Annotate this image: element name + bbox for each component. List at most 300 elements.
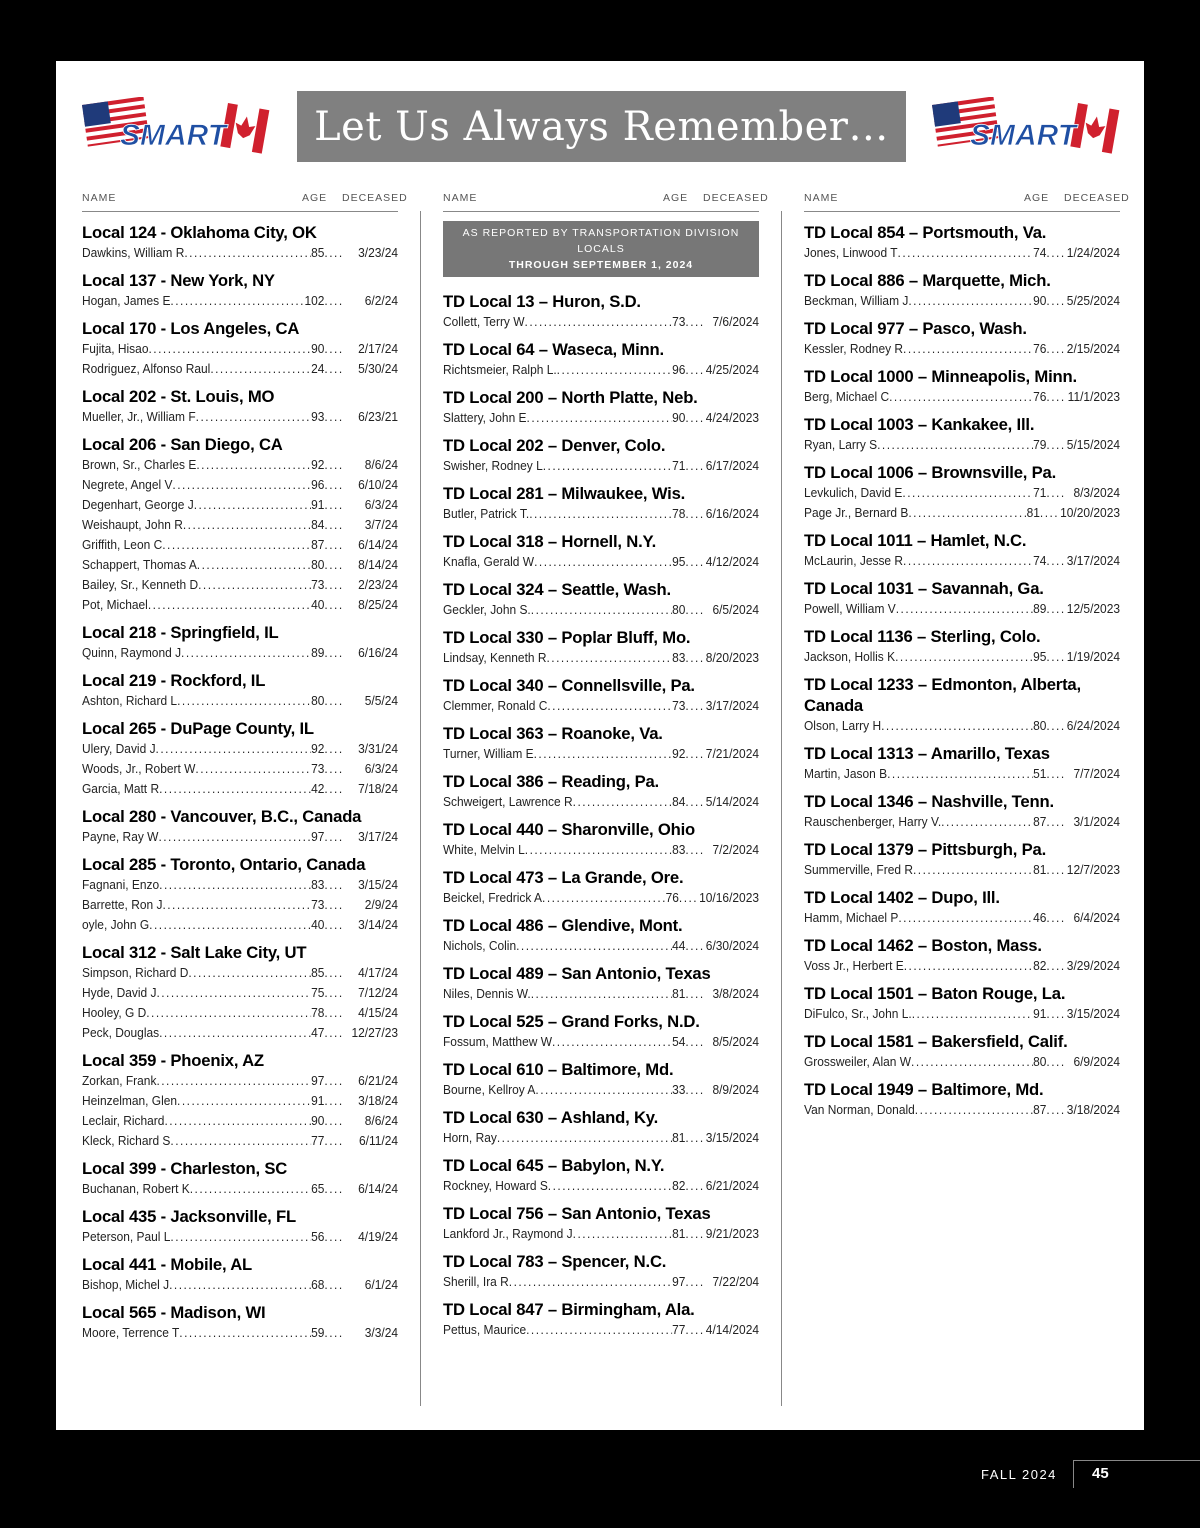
member-name: Martin, Jason B [804, 766, 888, 781]
local-heading: Local 218 - Springfield, IL [82, 623, 279, 642]
member-age: 91 [311, 497, 325, 512]
dot-leader [159, 779, 311, 799]
dot-leader [324, 495, 344, 515]
dot-leader [324, 291, 344, 311]
member-name: Dawkins, William R [82, 245, 185, 260]
dot-leader [881, 716, 1033, 736]
dot-leader [889, 387, 1033, 407]
dot-leader [156, 1071, 311, 1091]
member-deceased-date: 3/15/2024 [1066, 1006, 1121, 1021]
dot-leader [1046, 387, 1066, 407]
member-name: Ashton, Richard L [82, 693, 178, 708]
member-name: Bourne, Kellroy A [443, 1082, 536, 1097]
dot-leader [324, 827, 344, 847]
header-deceased: DECEASED [703, 192, 769, 204]
column-1 [82, 189, 408, 1343]
dot-leader [531, 984, 672, 1004]
dot-leader [1046, 599, 1066, 619]
member-name: Knafla, Gerald W [443, 554, 535, 569]
member-name: Beickel, Fredrick A [443, 890, 543, 905]
dot-leader [324, 643, 344, 663]
member-row [443, 648, 759, 668]
dot-leader [324, 759, 344, 779]
dot-leader [685, 312, 705, 332]
member-name: Lankford Jr., Raymond J [443, 1226, 573, 1241]
member-deceased-date: 3/17/24 [358, 829, 399, 844]
member-deceased-date: 6/21/24 [358, 1073, 399, 1088]
member-deceased-date: 3/3/24 [364, 1325, 399, 1340]
member-deceased-date: 12/5/2023 [1066, 601, 1121, 616]
member-name: Fossum, Matthew W [443, 1034, 552, 1049]
member-name: Payne, Ray W [82, 829, 159, 844]
member-row [443, 1272, 759, 1292]
member-deceased-date: 3/1/2024 [1073, 814, 1121, 829]
member-row [82, 243, 398, 263]
member-name: DiFulco, Sr., John L. [804, 1006, 912, 1021]
dot-leader [543, 456, 672, 476]
dot-leader [1046, 716, 1066, 736]
member-row [82, 1071, 398, 1091]
member-name: Ryan, Larry S [804, 437, 878, 452]
member-age: 82 [1033, 958, 1047, 973]
local-heading: TD Local 854 – Portsmouth, Va. [804, 223, 1047, 242]
member-row [804, 1004, 1120, 1024]
dot-leader [535, 1080, 672, 1100]
dot-leader [324, 1023, 344, 1043]
member-age: 87 [1033, 1102, 1047, 1117]
member-name: Hamm, Michael P [804, 910, 899, 925]
member-age: 65 [311, 1181, 325, 1196]
member-age: 44 [672, 938, 686, 953]
member-deceased-date: 7/7/2024 [1073, 766, 1121, 781]
dot-leader [324, 339, 344, 359]
member-deceased-date: 2/23/24 [358, 577, 399, 592]
member-row [804, 243, 1120, 263]
member-deceased-date: 6/3/24 [364, 497, 399, 512]
member-row [443, 888, 759, 908]
member-row [804, 647, 1120, 667]
dot-leader [685, 840, 705, 860]
member-row [82, 1179, 398, 1199]
member-row [82, 555, 398, 575]
member-row [804, 435, 1120, 455]
dot-leader [196, 407, 311, 427]
member-deceased-date: 4/14/2024 [705, 1322, 760, 1337]
member-row [443, 552, 759, 572]
header-age: AGE [302, 192, 328, 204]
member-row [804, 1052, 1120, 1072]
member-name: Hyde, David J [82, 985, 157, 1000]
member-row [804, 339, 1120, 359]
member-name: Garcia, Matt R [82, 781, 160, 796]
column-2 [443, 189, 769, 1340]
local-heading: Local 170 - Los Angeles, CA [82, 319, 300, 338]
member-row [804, 716, 1120, 736]
column-header [443, 189, 769, 212]
member-age: 76 [1033, 341, 1047, 356]
dot-leader [941, 812, 1033, 832]
entries-list [82, 212, 398, 1343]
member-name: Sherill, Ira R [443, 1274, 509, 1289]
member-deceased-date: 6/1/24 [364, 1277, 399, 1292]
member-row [804, 956, 1120, 976]
member-age: 102 [304, 293, 325, 308]
member-name: Barrette, Ron J [82, 897, 163, 912]
member-row [82, 595, 398, 615]
member-age: 76 [665, 890, 679, 905]
member-row [443, 792, 759, 812]
dot-leader [895, 647, 1033, 667]
member-row [82, 691, 398, 711]
member-row [82, 495, 398, 515]
dot-leader [685, 936, 705, 956]
dot-leader [509, 1272, 672, 1292]
dot-leader [516, 936, 672, 956]
member-row [82, 739, 398, 759]
dot-leader [685, 1224, 705, 1244]
dot-leader [324, 575, 344, 595]
member-age: 83 [672, 650, 686, 665]
dot-leader [525, 840, 672, 860]
member-age: 74 [1033, 245, 1047, 260]
member-row [804, 387, 1120, 407]
member-deceased-date: 6/16/2024 [705, 506, 760, 521]
member-age: 59 [311, 1325, 325, 1340]
member-deceased-date: 5/25/2024 [1066, 293, 1121, 308]
local-heading: TD Local 386 – Reading, Pa. [443, 772, 659, 791]
member-name: Woods, Jr., Robert W [82, 761, 196, 776]
header-deceased: DECEASED [342, 192, 408, 204]
member-deceased-date: 6/3/24 [364, 761, 399, 776]
dot-leader [1046, 1004, 1066, 1024]
dot-leader [324, 1003, 344, 1023]
local-heading: Local 206 - San Diego, CA [82, 435, 283, 454]
dot-leader [685, 1320, 705, 1340]
member-row [82, 875, 398, 895]
local-heading: TD Local 1379 – Pittsburgh, Pa. [804, 840, 1047, 859]
member-deceased-date: 6/10/24 [358, 477, 399, 492]
member-row [82, 1323, 398, 1343]
member-row [82, 1275, 398, 1295]
member-deceased-date: 7/18/24 [358, 781, 399, 796]
member-deceased-date: 3/23/24 [358, 245, 399, 260]
dot-leader [184, 243, 311, 263]
dot-leader [685, 552, 705, 572]
member-name: Negrete, Angel V [82, 477, 173, 492]
page-title: Let Us Always Remember… [297, 91, 906, 162]
member-age: 80 [1033, 1054, 1047, 1069]
local-heading: TD Local 525 – Grand Forks, N.D. [443, 1012, 700, 1031]
member-name: Levkulich, David E [804, 485, 903, 500]
local-heading: TD Local 13 – Huron, S.D. [443, 292, 641, 311]
local-heading: TD Local 1031 – Savannah, Ga. [804, 579, 1044, 598]
member-row [443, 984, 759, 1004]
member-age: 79 [1033, 437, 1047, 452]
member-row [82, 1091, 398, 1111]
dot-leader [164, 1111, 311, 1131]
member-row [82, 983, 398, 1003]
dot-leader [685, 648, 705, 668]
local-heading: TD Local 610 – Baltimore, Md. [443, 1060, 674, 1079]
local-heading: TD Local 473 – La Grande, Ore. [443, 868, 684, 887]
member-name: Ulery, David J [82, 741, 156, 756]
local-heading: TD Local 1233 – Edmonton, Alberta, Canada [804, 675, 1081, 715]
dot-leader [877, 435, 1033, 455]
member-row [443, 936, 759, 956]
member-age: 78 [311, 1005, 325, 1020]
member-age: 97 [311, 1073, 325, 1088]
dot-leader [1046, 291, 1066, 311]
dot-leader [148, 339, 311, 359]
member-row [804, 764, 1120, 784]
member-deceased-date: 6/21/2024 [705, 1178, 760, 1193]
member-age: 89 [1033, 601, 1047, 616]
member-deceased-date: 8/25/24 [358, 597, 399, 612]
dot-leader [1046, 860, 1066, 880]
footer-rule [1073, 1460, 1200, 1461]
local-heading: TD Local 1402 – Dupo, Ill. [804, 888, 1000, 907]
member-deceased-date: 3/17/2024 [705, 698, 760, 713]
member-row [82, 359, 398, 379]
member-name: Niles, Dennis W. [443, 986, 531, 1001]
member-row [82, 291, 398, 311]
dot-leader [170, 291, 304, 311]
member-deceased-date: 7/21/2024 [705, 746, 760, 761]
dot-leader [170, 1131, 311, 1151]
member-deceased-date: 10/16/2023 [699, 890, 760, 905]
local-heading: TD Local 1011 – Hamlet, N.C. [804, 531, 1027, 550]
member-row [82, 575, 398, 595]
dot-leader [915, 1100, 1033, 1120]
smart-logo-left [78, 97, 278, 161]
member-name: Rauschenberger, Harry V. [804, 814, 942, 829]
entries-list [804, 212, 1120, 1120]
member-name: Jackson, Hollis K [804, 649, 896, 664]
member-deceased-date: 7/2/2024 [712, 842, 760, 857]
member-deceased-date: 7/22/204 [712, 1274, 760, 1289]
dot-leader [1046, 1100, 1066, 1120]
member-age: 81 [1026, 505, 1040, 520]
member-name: Griffith, Leon C [82, 537, 163, 552]
member-age: 91 [1033, 1006, 1047, 1021]
local-heading: TD Local 886 – Marquette, Mich. [804, 271, 1051, 290]
member-age: 90 [311, 1113, 325, 1128]
member-row [443, 1224, 759, 1244]
member-name: Heinzelman, Glen [82, 1093, 178, 1108]
member-name: Collett, Terry W [443, 314, 525, 329]
dot-leader [324, 359, 344, 379]
member-row [804, 551, 1120, 571]
member-name: Van Norman, Donald [804, 1102, 915, 1117]
dot-leader [896, 599, 1033, 619]
page-number: 45 [1092, 1465, 1109, 1482]
dot-leader [685, 1080, 705, 1100]
dot-leader [324, 1179, 344, 1199]
member-age: 90 [311, 341, 325, 356]
notice-line: AS REPORTED BY TRANSPORTATION DIVISION LOCALS [462, 227, 740, 255]
member-deceased-date: 2/9/24 [364, 897, 399, 912]
column-header [82, 189, 408, 212]
member-row [443, 696, 759, 716]
dot-leader [685, 744, 705, 764]
dot-leader [1046, 812, 1066, 832]
dot-leader [324, 407, 344, 427]
dot-leader [1046, 647, 1066, 667]
notice-line: THROUGH SEPTEMBER 1, 2024 [508, 259, 694, 271]
member-deceased-date: 4/15/24 [358, 1005, 399, 1020]
member-row [804, 860, 1120, 880]
member-age: 24 [311, 361, 325, 376]
dot-leader [194, 495, 311, 515]
member-age: 93 [311, 409, 325, 424]
member-deceased-date: 3/18/24 [358, 1093, 399, 1108]
member-row [82, 779, 398, 799]
member-deceased-date: 10/20/2023 [1060, 505, 1121, 520]
member-age: 97 [311, 829, 325, 844]
member-name: Jones, Linwood T [804, 245, 898, 260]
member-name: White, Melvin L [443, 842, 525, 857]
dot-leader [324, 895, 344, 915]
dot-leader [911, 1052, 1033, 1072]
member-age: 56 [311, 1229, 325, 1244]
dot-leader [547, 696, 672, 716]
member-name: Pettus, Maurice [443, 1322, 527, 1337]
header-name: NAME [443, 192, 478, 204]
dot-leader [324, 535, 344, 555]
dot-leader [148, 595, 311, 615]
dot-leader [912, 1004, 1033, 1024]
member-row [82, 895, 398, 915]
local-heading: TD Local 340 – Connellsville, Pa. [443, 676, 695, 695]
local-heading: TD Local 756 – San Antonio, Texas [443, 1204, 711, 1223]
member-name: Leclair, Richard [82, 1113, 165, 1128]
dot-leader [685, 1176, 705, 1196]
header-age: AGE [663, 192, 689, 204]
member-deceased-date: 12/27/23 [351, 1025, 399, 1040]
member-deceased-date: 6/30/2024 [705, 938, 760, 953]
member-age: 51 [1033, 766, 1047, 781]
member-deceased-date: 8/3/2024 [1073, 485, 1121, 500]
member-name: Geckler, John S. [443, 602, 531, 617]
member-name: Summerville, Fred R [804, 862, 913, 877]
member-name: Voss Jr., Herbert E [804, 958, 904, 973]
local-heading: TD Local 1581 – Bakersfield, Calif. [804, 1032, 1068, 1051]
member-deceased-date: 8/9/2024 [712, 1082, 760, 1097]
member-row [443, 456, 759, 476]
local-heading: TD Local 330 – Poplar Bluff, Mo. [443, 628, 691, 647]
local-heading: Local 435 - Jacksonville, FL [82, 1207, 296, 1226]
member-name: Rodriguez, Alfonso Raul [82, 361, 211, 376]
dot-leader [177, 1091, 311, 1111]
member-row [804, 503, 1120, 523]
dot-leader [159, 875, 311, 895]
dot-leader [170, 1227, 311, 1247]
member-name: Brown, Sr., Charles E [82, 457, 197, 472]
member-deceased-date: 4/19/24 [358, 1229, 399, 1244]
member-deceased-date: 6/14/24 [358, 1181, 399, 1196]
member-deceased-date: 5/30/24 [358, 361, 399, 376]
dot-leader [162, 895, 311, 915]
member-name: Simpson, Richard D [82, 965, 189, 980]
dot-leader [156, 739, 312, 759]
member-deceased-date: 6/9/2024 [1073, 1054, 1121, 1069]
member-deceased-date: 5/15/2024 [1066, 437, 1121, 452]
local-heading: Local 265 - DuPage County, IL [82, 719, 314, 738]
local-heading: TD Local 1313 – Amarillo, Texas [804, 744, 1050, 763]
local-heading: TD Local 1003 – Kankakee, Ill. [804, 415, 1035, 434]
member-deceased-date: 2/17/24 [358, 341, 399, 356]
member-deceased-date: 6/4/2024 [1073, 910, 1121, 925]
column-divider [781, 211, 782, 1406]
member-deceased-date: 3/31/24 [358, 741, 399, 756]
member-deceased-date: 4/24/2023 [705, 410, 760, 425]
dot-leader [679, 888, 699, 908]
member-name: Moore, Terrence T [82, 1325, 180, 1340]
dot-leader [685, 1272, 705, 1292]
local-heading: Local 280 - Vancouver, B.C., Canada [82, 807, 362, 826]
local-heading: TD Local 281 – Milwaukee, Wis. [443, 484, 686, 503]
member-row [804, 1100, 1120, 1120]
dot-leader [685, 408, 705, 428]
member-age: 85 [311, 965, 325, 980]
member-name: Slattery, John E [443, 410, 527, 425]
dot-leader [158, 827, 311, 847]
header-name: NAME [804, 192, 839, 204]
member-age: 71 [1033, 485, 1047, 500]
local-heading: TD Local 363 – Roanoke, Va. [443, 724, 663, 743]
member-row [82, 1131, 398, 1151]
local-heading: TD Local 324 – Seattle, Wash. [443, 580, 671, 599]
member-deceased-date: 1/19/2024 [1066, 649, 1121, 664]
local-heading: TD Local 1949 – Baltimore, Md. [804, 1080, 1044, 1099]
dot-leader [324, 983, 344, 1003]
dot-leader [525, 312, 673, 332]
dot-leader [324, 915, 344, 935]
dot-leader [324, 515, 344, 535]
local-heading: Local 202 - St. Louis, MO [82, 387, 275, 406]
member-deceased-date: 6/17/2024 [705, 458, 760, 473]
local-heading: TD Local 645 – Babylon, N.Y. [443, 1156, 665, 1175]
member-name: Kessler, Rodney R [804, 341, 904, 356]
member-deceased-date: 2/15/2024 [1066, 341, 1121, 356]
member-deceased-date: 4/12/2024 [705, 554, 760, 569]
member-row [443, 1128, 759, 1148]
member-deceased-date: 6/2/24 [364, 293, 399, 308]
dot-leader [685, 1128, 705, 1148]
column-3 [804, 189, 1130, 1120]
member-name: Clemmer, Ronald C [443, 698, 548, 713]
dot-leader [169, 1275, 311, 1295]
member-age: 92 [311, 457, 325, 472]
member-row [804, 291, 1120, 311]
member-age: 96 [672, 362, 686, 377]
dot-leader [685, 600, 705, 620]
member-name: Powell, William V [804, 601, 896, 616]
dot-leader [903, 551, 1033, 571]
member-name: Buchanan, Robert K [82, 1181, 190, 1196]
member-deceased-date: 1/24/2024 [1066, 245, 1121, 260]
member-deceased-date: 11/1/2023 [1067, 389, 1121, 404]
dot-leader [685, 792, 705, 812]
member-deceased-date: 6/16/24 [358, 645, 399, 660]
member-deceased-date: 6/5/2024 [712, 602, 760, 617]
member-age: 73 [672, 314, 686, 329]
dot-leader [324, 779, 344, 799]
member-row [82, 407, 398, 427]
member-age: 84 [311, 517, 325, 532]
dot-leader [887, 764, 1033, 784]
dot-leader [172, 475, 311, 495]
